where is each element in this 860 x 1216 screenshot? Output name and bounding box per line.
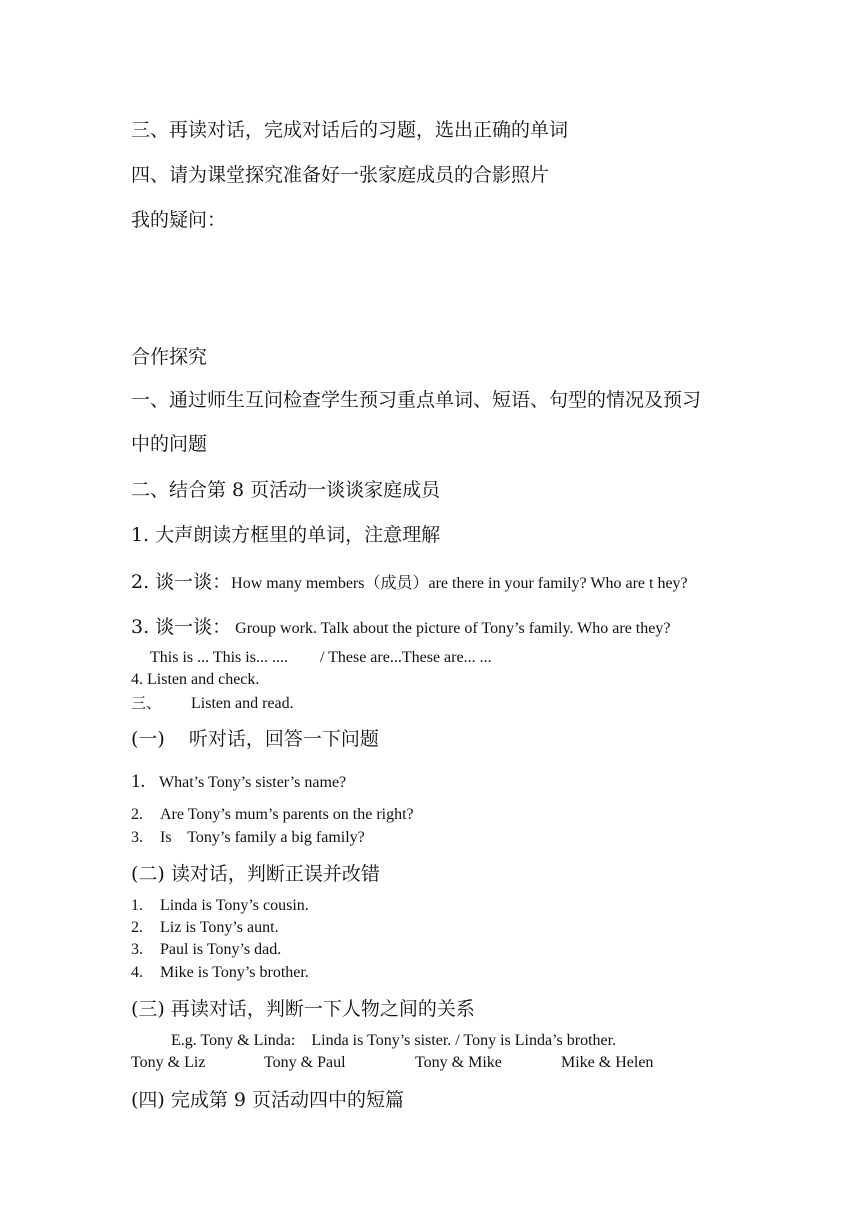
item-2-prefix: 2. 谈一谈： bbox=[131, 571, 232, 593]
preview-step-3: 三、再读对话，完成对话后的习题，选出正确的单词 bbox=[131, 119, 569, 141]
part-3-num: 三、 bbox=[131, 694, 162, 712]
statement-4-num: 4. bbox=[131, 964, 143, 981]
item-3-text: Group work. Talk about the picture of Tony’s family. Who are they? bbox=[235, 620, 671, 637]
section-1-label: (一) bbox=[131, 728, 165, 750]
statement-3 bbox=[131, 941, 281, 959]
preview-step-4: 四、请为课堂探究准备好一张家庭成员的合影照片 bbox=[131, 164, 550, 186]
sentence-pattern: This is ... This is... .... / These are...These are... ... bbox=[150, 649, 492, 666]
statement-4-text: Mike is Tony’s brother. bbox=[160, 964, 309, 981]
pair-mike-helen: Mike & Helen bbox=[561, 1054, 654, 1071]
item-2-cn: （成员） bbox=[364, 573, 429, 592]
question-3-num: 3. bbox=[131, 829, 143, 846]
section-1-title: 听对话，回答一下问题 bbox=[188, 728, 379, 750]
item-3-prefix: 3. 谈一谈： bbox=[131, 616, 232, 638]
question-2 bbox=[131, 806, 414, 824]
section-3-heading: (三) 再读对话，判断一下人物之间的关系 bbox=[131, 998, 475, 1020]
part-3-text: Listen and read. bbox=[191, 695, 294, 712]
section-1-heading bbox=[131, 724, 379, 751]
statement-4 bbox=[131, 964, 309, 982]
question-2-text: Are Tony’s mum’s parents on the right? bbox=[160, 806, 414, 823]
statement-1-text: Linda is Tony’s cousin. bbox=[160, 897, 309, 914]
part-3-heading bbox=[131, 692, 294, 713]
item-3 bbox=[131, 612, 670, 639]
part-2-heading: 二、结合第 8 页活动一谈谈家庭成员 bbox=[131, 479, 441, 501]
statement-2-num: 2. bbox=[131, 919, 143, 936]
part-1-line-2: 中的问题 bbox=[131, 433, 208, 455]
item-4: 4. Listen and check. bbox=[131, 671, 260, 688]
question-3 bbox=[131, 829, 365, 847]
question-3-text: Is Tony’s family a big family? bbox=[160, 829, 365, 846]
statement-1 bbox=[131, 897, 309, 915]
statement-1-num: 1. bbox=[131, 897, 143, 914]
part-1-line-1: 一、通过师生互问检查学生预习重点单词、短语、句型的情况及预习 bbox=[131, 389, 702, 411]
statement-3-text: Paul is Tony’s dad. bbox=[160, 941, 282, 958]
pair-tony-mike: Tony & Mike bbox=[415, 1054, 502, 1071]
item-1: 1. 大声朗读方框里的单词，注意理解 bbox=[131, 524, 441, 546]
question-1-num: 1. bbox=[131, 771, 146, 792]
section-2-heading: (二) 读对话，判断正误并改错 bbox=[131, 863, 380, 885]
relationship-pairs bbox=[131, 1054, 731, 1076]
question-1-text: What’s Tony’s sister’s name? bbox=[159, 774, 347, 791]
statement-2-text: Liz is Tony’s aunt. bbox=[160, 919, 279, 936]
statement-3-num: 3. bbox=[131, 941, 143, 958]
question-1 bbox=[131, 771, 346, 793]
question-2-num: 2. bbox=[131, 806, 143, 823]
item-2-text-b: are there in your family? Who are t hey? bbox=[428, 575, 688, 592]
item-2 bbox=[131, 567, 688, 594]
section-4-heading: (四) 完成第 9 页活动四中的短篇 bbox=[131, 1089, 405, 1111]
pair-tony-paul: Tony & Paul bbox=[264, 1054, 346, 1071]
statement-2 bbox=[131, 919, 279, 937]
item-2-text-a: How many members bbox=[231, 575, 365, 592]
cooperative-heading: 合作探究 bbox=[131, 346, 208, 368]
questions-label: 我的疑问： bbox=[131, 209, 227, 231]
relationship-example: E.g. Tony & Linda: Linda is Tony’s sister. / Tony is Linda’s brother. bbox=[171, 1032, 617, 1049]
pair-tony-liz: Tony & Liz bbox=[131, 1054, 206, 1071]
